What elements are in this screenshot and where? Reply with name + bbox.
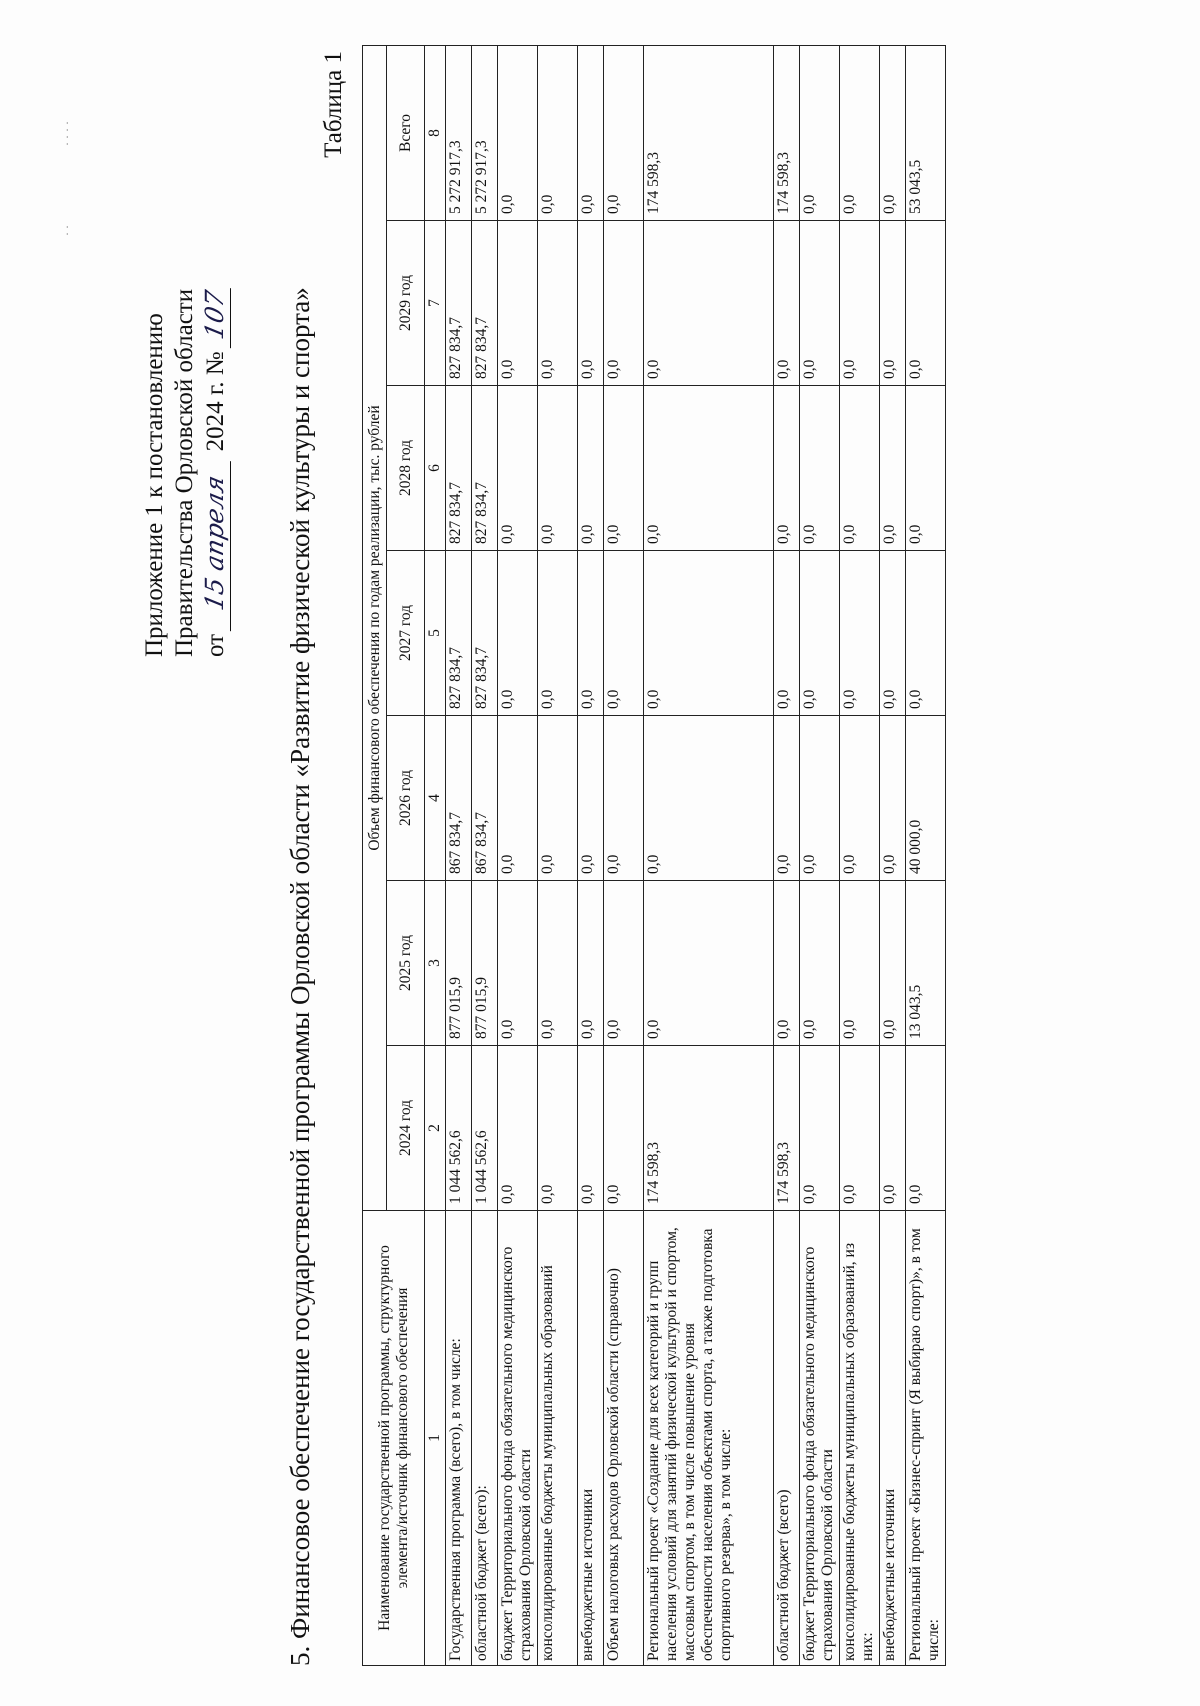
row-value: 0,0 (578, 551, 604, 716)
row-value: 0,0 (604, 881, 644, 1046)
header-year: 2024 год (387, 1046, 425, 1211)
header-year: 2028 год (387, 386, 425, 551)
row-name: Государственная программа (всего), в том числе: (446, 1211, 472, 1666)
row-value: 0,0 (774, 881, 800, 1046)
row-value: 0,0 (840, 881, 880, 1046)
row-value: 0,0 (644, 716, 774, 881)
row-value: 0,0 (538, 716, 578, 881)
appendix-line-2: Правительства Орловской области (171, 288, 198, 657)
column-index: 4 (425, 716, 446, 881)
column-index: 1 (425, 1211, 446, 1666)
row-value: 0,0 (840, 716, 880, 881)
row-value: 0,0 (578, 386, 604, 551)
table-row (800, 45, 840, 1665)
row-total: 5 272 917,3 (472, 45, 498, 220)
row-name: Объем налоговых расходов Орловской области (справочно) (604, 1211, 644, 1666)
row-value: 877 015,9 (472, 881, 498, 1046)
row-value: 0,0 (578, 716, 604, 881)
row-value: 0,0 (498, 716, 538, 881)
row-value: 0,0 (578, 1046, 604, 1211)
row-value: 0,0 (800, 716, 840, 881)
row-value: 0,0 (880, 881, 906, 1046)
table-row (840, 45, 880, 1665)
table-row (774, 45, 800, 1665)
row-value: 0,0 (906, 1046, 946, 1211)
number-label: № (202, 351, 229, 376)
row-value: 0,0 (880, 386, 906, 551)
row-value: 40 000,0 (906, 716, 946, 881)
row-value: 0,0 (578, 881, 604, 1046)
row-value: 0,0 (578, 221, 604, 386)
row-value: 827 834,7 (446, 551, 472, 716)
row-value: 0,0 (800, 1046, 840, 1211)
column-index: 6 (425, 386, 446, 551)
row-value: 0,0 (840, 221, 880, 386)
header-year: 2029 год (387, 221, 425, 386)
row-name: внебюджетные источники (578, 1211, 604, 1666)
row-name: Региональный проект «Создание для всех категорий и групп населения условий для занятий физической культурой и спортом, массовым спортом, в том числе повышение уровня обеспеченности населения объектами спорта, а также подготовка спортивного резерва», в том числе: (644, 1211, 774, 1666)
row-value: 0,0 (604, 1046, 644, 1211)
row-value: 0,0 (800, 881, 840, 1046)
row-value: 0,0 (774, 386, 800, 551)
row-value: 0,0 (538, 551, 578, 716)
appendix-block (140, 227, 231, 657)
row-value: 877 015,9 (446, 881, 472, 1046)
scan-speckle: · · · · (60, 121, 74, 146)
row-value: 867 834,7 (472, 716, 498, 881)
row-value: 0,0 (498, 1046, 538, 1211)
row-value: 0,0 (538, 1046, 578, 1211)
row-value: 1 044 562,6 (472, 1046, 498, 1211)
column-index: 3 (425, 881, 446, 1046)
row-value: 0,0 (840, 1046, 880, 1211)
row-total: 5 272 917,3 (446, 45, 472, 220)
row-name: консолидированные бюджеты муниципальных образований (538, 1211, 578, 1666)
handwritten-date: 15 апреля (200, 454, 231, 631)
header-name: Наименование государственной программы, структурного элемента/источник финансового обеспечения (363, 1211, 425, 1666)
row-value: 0,0 (840, 386, 880, 551)
row-value: 827 834,7 (446, 221, 472, 386)
row-value: 0,0 (644, 386, 774, 551)
row-value: 0,0 (644, 221, 774, 386)
row-value: 0,0 (538, 881, 578, 1046)
appendix-date-line (200, 227, 231, 657)
row-value: 0,0 (498, 386, 538, 551)
row-value: 0,0 (538, 221, 578, 386)
row-value: 0,0 (800, 221, 840, 386)
section-heading: 5. Финансовое обеспечение государственной программы Орловской области «Развитие физической культуры и спорта» (285, 287, 315, 1666)
row-value: 1 044 562,6 (446, 1046, 472, 1211)
row-value: 0,0 (800, 386, 840, 551)
row-value: 0,0 (800, 551, 840, 716)
row-value: 13 043,5 (906, 881, 946, 1046)
row-value: 0,0 (538, 386, 578, 551)
row-name: бюджет Территориального фонда обязательного медицинского страхования Орловской области (800, 1211, 840, 1666)
row-value: 0,0 (498, 881, 538, 1046)
table-row (446, 45, 472, 1665)
row-value: 0,0 (604, 386, 644, 551)
row-value: 0,0 (774, 716, 800, 881)
row-value: 0,0 (774, 221, 800, 386)
row-value: 0,0 (604, 716, 644, 881)
row-total: 174 598,3 (644, 45, 774, 220)
row-value: 0,0 (498, 221, 538, 386)
row-name: областной бюджет (всего): (472, 1211, 498, 1666)
header-total: Всего (387, 45, 425, 220)
column-index-row (425, 45, 446, 1665)
date-prefix: от (202, 633, 229, 657)
row-total: 0,0 (498, 45, 538, 220)
row-name: Региональный проект «Бизнес-спринт (Я выбираю спорт)», в том числе: (906, 1211, 946, 1666)
row-total: 0,0 (840, 45, 880, 220)
date-year: 2024 г. (202, 381, 229, 452)
column-index: 8 (425, 45, 446, 220)
row-value: 0,0 (880, 551, 906, 716)
header-group: Объем финансового обеспечения по годам реализации, тыс. рублей (363, 45, 387, 1210)
row-total: 53 043,5 (906, 45, 946, 220)
row-value: 174 598,3 (644, 1046, 774, 1211)
row-value: 0,0 (880, 716, 906, 881)
table-row (472, 45, 498, 1665)
row-value: 0,0 (644, 551, 774, 716)
row-value: 0,0 (906, 386, 946, 551)
table-row (906, 45, 946, 1665)
row-name: внебюджетные источники (880, 1211, 906, 1666)
row-value: 0,0 (906, 221, 946, 386)
table-row (498, 45, 538, 1665)
financing-table (362, 45, 946, 1666)
column-index: 5 (425, 551, 446, 716)
row-value: 0,0 (604, 221, 644, 386)
row-total: 0,0 (538, 45, 578, 220)
row-value: 827 834,7 (472, 221, 498, 386)
row-value: 867 834,7 (446, 716, 472, 881)
table-row (538, 45, 578, 1665)
row-value: 0,0 (498, 551, 538, 716)
row-value: 174 598,3 (774, 1046, 800, 1211)
table-label: Таблица 1 (320, 51, 347, 158)
table-row (644, 45, 774, 1665)
row-total: 0,0 (604, 45, 644, 220)
column-index: 7 (425, 221, 446, 386)
handwritten-number: 107 (200, 282, 231, 349)
row-value: 0,0 (774, 551, 800, 716)
row-name: областной бюджет (всего) (774, 1211, 800, 1666)
row-value: 0,0 (840, 551, 880, 716)
row-name: бюджет Территориального фонда обязательного медицинского страхования Орловской области (498, 1211, 538, 1666)
header-year: 2026 год (387, 716, 425, 881)
column-index: 2 (425, 1046, 446, 1211)
header-year: 2027 год (387, 551, 425, 716)
appendix-line-1: Приложение 1 к постановлению (141, 313, 168, 657)
row-total: 0,0 (800, 45, 840, 220)
table-row (604, 45, 644, 1665)
row-total: 174 598,3 (774, 45, 800, 220)
row-value: 0,0 (644, 881, 774, 1046)
table-row (880, 45, 906, 1665)
row-name: консолидированные бюджеты муниципальных образований, из них: (840, 1211, 880, 1666)
row-value: 0,0 (880, 1046, 906, 1211)
row-value: 827 834,7 (472, 551, 498, 716)
row-value: 0,0 (906, 551, 946, 716)
header-year: 2025 год (387, 881, 425, 1046)
row-value: 827 834,7 (472, 386, 498, 551)
row-total: 0,0 (578, 45, 604, 220)
row-value: 0,0 (880, 221, 906, 386)
table-row (578, 45, 604, 1665)
scan-speckle: · · (60, 225, 74, 236)
row-value: 827 834,7 (446, 386, 472, 551)
row-total: 0,0 (880, 45, 906, 220)
row-value: 0,0 (604, 551, 644, 716)
